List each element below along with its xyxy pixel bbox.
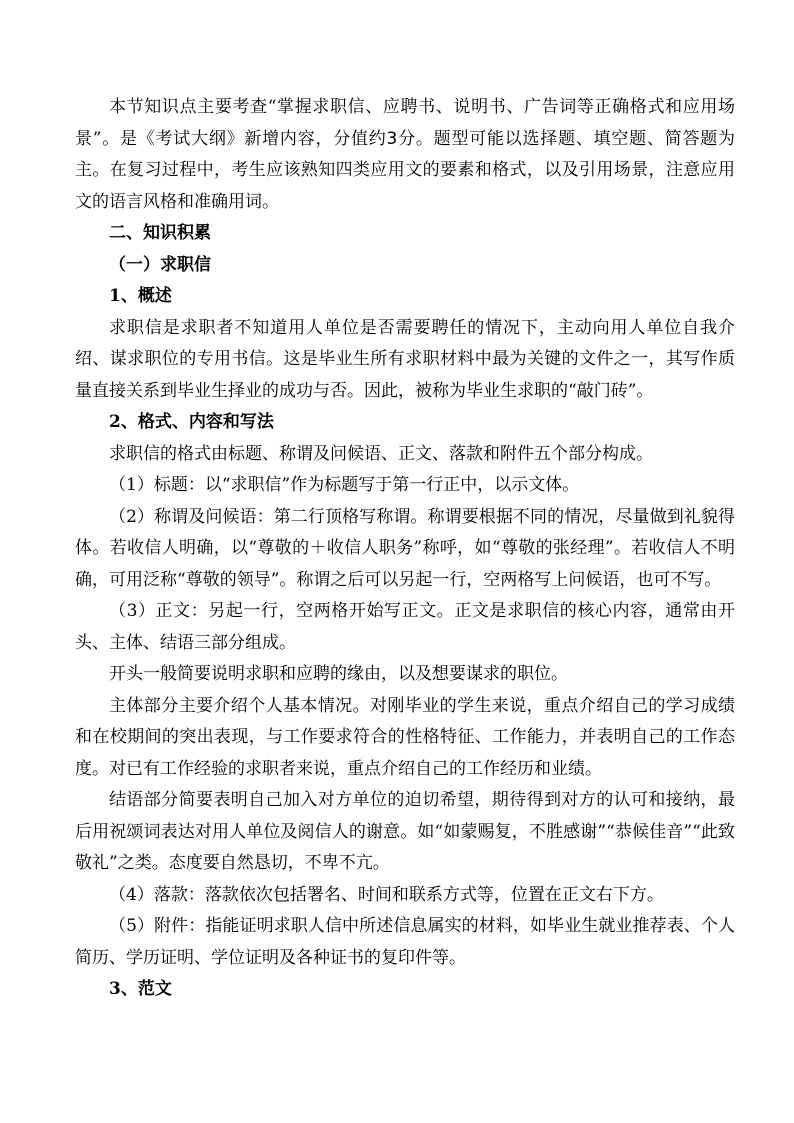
heading-format: 2、格式、内容和写法	[109, 412, 274, 432]
format-item-salutation: （2）称谓及问候语：第二行顶格写称谓。称谓要根据不同的情况，尽量做到礼貌得体。若收信人明确，以“尊敬的＋收信人职务”称呼，如“尊敬的张经理”。若收信人不明确，可用泛称“尊敬的领导”。称谓之后可以另起一行，空两格写上问候语，也可不写。	[75, 506, 735, 590]
section-heading-knowledge: 二、知识积累	[109, 223, 211, 243]
intro-text-a: 本节知识点主要考查“掌握求职信、应聘书、说明书、广告词等正确格式和应用场景”。是《考试大纲》新增内容，分值约	[75, 97, 735, 149]
subsection-heading-cover-letter: （一）求职信	[109, 254, 211, 275]
format-main-paragraph: 主体部分主要介绍个人基本情况。对刚毕业的学生来说，重点介绍自己的学习成绩和在校期间的突出表现，与工作要求符合的性格特征、工作能力，并表明自己的工作态度。对已有工作经验的求职者来说，重点介绍自己的工作经历和业绩。	[75, 695, 735, 779]
heading-sample: 3、范文	[109, 979, 172, 999]
format-item-body: （3）正文：另起一行，空两格开始写正文。正文是求职信的核心内容，通常由开头、主体、结语三部分组成。	[75, 601, 735, 653]
format-item-attachments: （5）附件：指能证明求职人信中所述信息属实的材料，如毕业生就业推荐表、个人简历、学历证明、学位证明及各种证书的复印件等。	[75, 916, 735, 968]
format-item-signature: （4）落款：落款依次包括署名、时间和联系方式等，位置在正文右下方。	[109, 884, 664, 905]
format-opening-paragraph: 开头一般简要说明求职和应聘的缘由，以及想要谋求的职位。	[109, 664, 568, 684]
format-intro-paragraph: 求职信的格式由标题、称谓及问候语、正文、落款和附件五个部分构成。	[109, 443, 653, 464]
document-content	[75, 92, 735, 1006]
overview-paragraph: 求职信是求职者不知道用人单位是否需要聘任的情况下，主动向用人单位自我介绍、谋求职位的专用书信。这是毕业生所有求职材料中最为关键的文件之一，其写作质量直接关系到毕业生择业的成功与否。因此，被称为毕业生求职的“敲门砖”。	[75, 317, 735, 401]
score-value: 3	[386, 128, 398, 149]
format-item-title: （1）标题：以“求职信”作为标题写于第一行正中，以示文体。	[109, 475, 580, 495]
heading-overview: 1、概述	[109, 286, 172, 306]
intro-text-b: 分。题型可能以选择题、填空题、简答题为主。在复习过程中，考生应该熟知四类应用文的要素和格式，以及引用场景，注意应用文的语言风格和准确用词。	[75, 128, 735, 212]
intro-paragraph	[75, 92, 735, 218]
format-closing-paragraph: 结语部分简要表明自己加入对方单位的迫切希望，期待得到对方的认可和接纳，最后用祝颂词表达对用人单位及阅信人的谢意。如“如蒙赐复，不胜感谢”“恭候佳音”“此致敬礼”之类。态度要自然恳切，不卑不亢。	[75, 790, 735, 873]
